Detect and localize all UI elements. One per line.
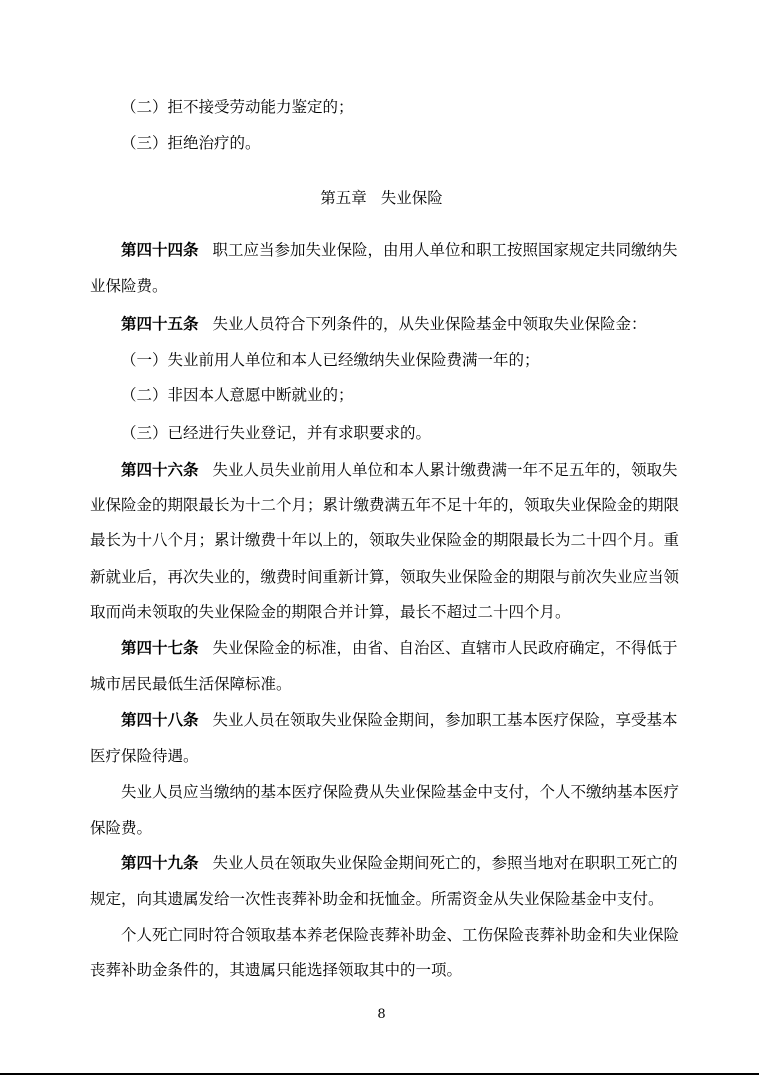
article-44-line: 业保险费。	[90, 277, 168, 295]
article-49-line: 丧葬补助金条件的，其遗属只能选择领取其中的一项。	[90, 961, 463, 979]
article-44-line: 第四十四条 职工应当参加失业保险，由用人单位和职工按照国家规定共同缴纳失	[121, 240, 678, 259]
article-46-line: 取而尚未领取的失业保险金的期限合并计算，最长不超过二十四个月。	[90, 603, 571, 621]
chapter-heading	[90, 188, 673, 208]
list-item: （二）拒不接受劳动能力鉴定的；	[121, 98, 354, 116]
article-number: 第四十四条	[121, 240, 199, 259]
article-48-line: 保险费。	[90, 819, 153, 837]
list-item: （三）拒绝治疗的。	[121, 134, 261, 152]
article-49-line: 个人死亡同时符合领取基本养老保险丧葬补助金、工伤保险丧葬补助金和失业保险	[121, 926, 680, 944]
list-item: （一）失业前用人单位和本人已经缴纳失业保险费满一年的；	[121, 351, 540, 369]
article-number: 第四十九条	[121, 853, 199, 872]
chapter-number: 第五章	[320, 189, 367, 207]
article-number: 第四十五条	[121, 314, 199, 333]
article-49-line: 规定，向其遗属发给一次性丧葬补助金和抚恤金。所需资金从失业保险基金中支付。	[90, 890, 664, 908]
article-46-line: 最长为十八个月；累计缴费十年以上的，领取失业保险金的期限最长为二十四个月。重	[90, 531, 680, 549]
article-46-line: 新就业后，再次失业的，缴费时间重新计算，领取失业保险金的期限与前次失业应当领	[90, 568, 680, 586]
article-47-line: 城市居民最低生活保障标准。	[90, 675, 292, 693]
article-48-line: 医疗保险待遇。	[90, 747, 199, 765]
article-46-line: 业保险金的期限最长为十二个月；累计缴费满五年不足十年的，领取失业保险金的期限	[90, 496, 680, 514]
article-47-line: 第四十七条 失业保险金的标准，由省、自治区、直辖市人民政府确定，不得低于	[121, 638, 678, 657]
article-46-line: 第四十六条 失业人员失业前用人单位和本人累计缴费满一年不足五年的，领取失	[121, 460, 678, 479]
footer-rule	[0, 1073, 759, 1075]
article-45-line: 第四十五条 失业人员符合下列条件的，从失业保险基金中领取失业保险金：	[121, 314, 647, 333]
article-48-line: 失业人员应当缴纳的基本医疗保险费从失业保险基金中支付，个人不缴纳基本医疗	[121, 783, 680, 801]
article-number: 第四十七条	[121, 638, 199, 657]
page-number: 8	[377, 1007, 386, 1022]
list-item: （三）已经进行失业登记，并有求职要求的。	[121, 424, 432, 442]
article-number: 第四十八条	[121, 710, 199, 729]
article-49-line: 第四十九条 失业人员在领取失业保险金期间死亡的，参照当地对在职职工死亡的	[121, 853, 678, 872]
list-item: （二）非因本人意愿中断就业的；	[121, 386, 354, 404]
article-number: 第四十六条	[121, 460, 199, 479]
article-48-line: 第四十八条 失业人员在领取失业保险金期间，参加职工基本医疗保险，享受基本	[121, 710, 678, 729]
chapter-title: 失业保险	[380, 189, 443, 207]
